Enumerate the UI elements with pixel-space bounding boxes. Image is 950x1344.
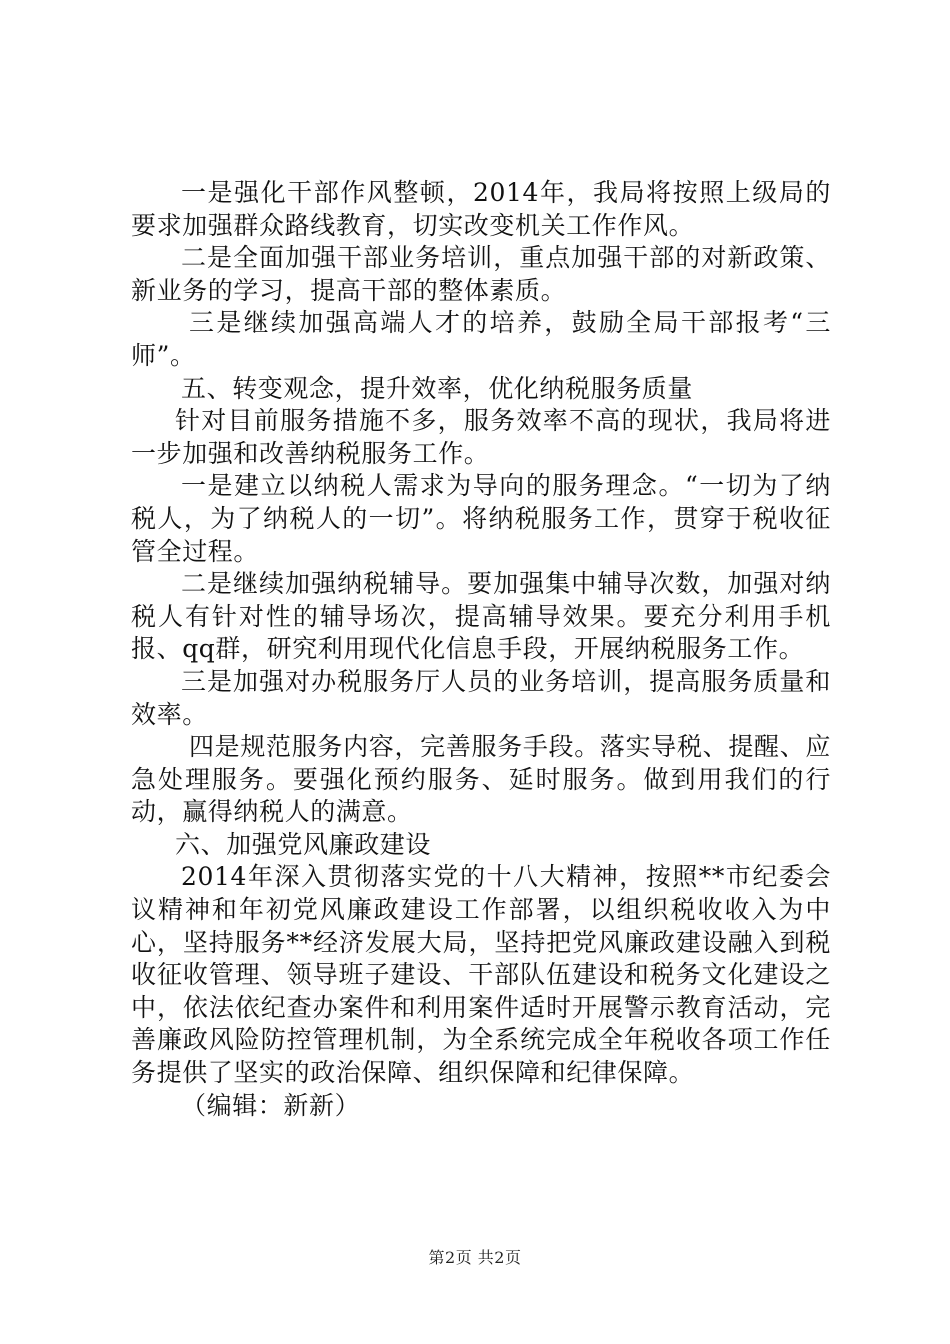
paragraph-hall-training: 三是加强对办税服务厅人员的业务培训，提高服务质量和效率。: [131, 666, 831, 729]
paragraph-service-intro: 针对目前服务措施不多，服务效率不高的现状，我局将进一步加强和改善纳税服务工作。: [131, 406, 831, 468]
paragraph-tax-guidance: 二是继续加强纳税辅导。要加强集中辅导次数，加强对纳税人有针对性的辅导场次，提高辅导效果。要充分利用手机报、qq群，研究利用现代化信息手段，开展纳税服务工作。: [131, 569, 831, 664]
document-body: [131, 177, 831, 1122]
paragraph-talent-cultivation: 三是继续加强高端人才的培养，鼓励全局干部报考“三师”。: [131, 308, 831, 370]
paragraph-cadre-training: 二是全面加强干部业务培训，重点加强干部的对新政策、新业务的学习，提高干部的整体素质。: [131, 243, 831, 305]
editor-note: （编辑：新新）: [181, 1090, 361, 1120]
section-heading-six: 六、加强党风廉政建设: [175, 829, 432, 859]
paragraph-cadre-style: 一是强化干部作风整顿，2014年，我局将按照上级局的要求加强群众路线教育，切实改变机关工作作风。: [131, 178, 831, 240]
section-heading-five: 五、转变观念，提升效率，优化纳税服务质量: [181, 373, 694, 403]
paragraph-service-standards: 四是规范服务内容，完善服务手段。落实导税、提醒、应急处理服务。要强化预约服务、延时服务。做到用我们的行动，赢得纳税人的满意。: [131, 732, 831, 827]
paragraph-integrity-building: 2014年深入贯彻落实党的十八大精神，按照**市纪委会议精神和年初党风廉政建设工作部署，以组织税收收入为中心，坚持服务**经济发展大局，坚持把党风廉政建设融入到税收征收管理、领导班子建设、干部队伍建设和税务文化建设之中，依法依纪查办案件和利用案件适时开展警示教育活动，完善廉政风险防控管理机制，为全系统完成全年税收各项工作任务提供了坚实的政治保障、组织保障和纪律保障。: [131, 862, 831, 1088]
paragraph-service-concept: 一是建立以纳税人需求为导向的服务理念。“一切为了纳税人，为了纳税人的一切”。将纳税服务工作，贯穿于税收征管全过程。: [131, 471, 831, 566]
page-footer: 第2页 共2页: [428, 1248, 522, 1267]
